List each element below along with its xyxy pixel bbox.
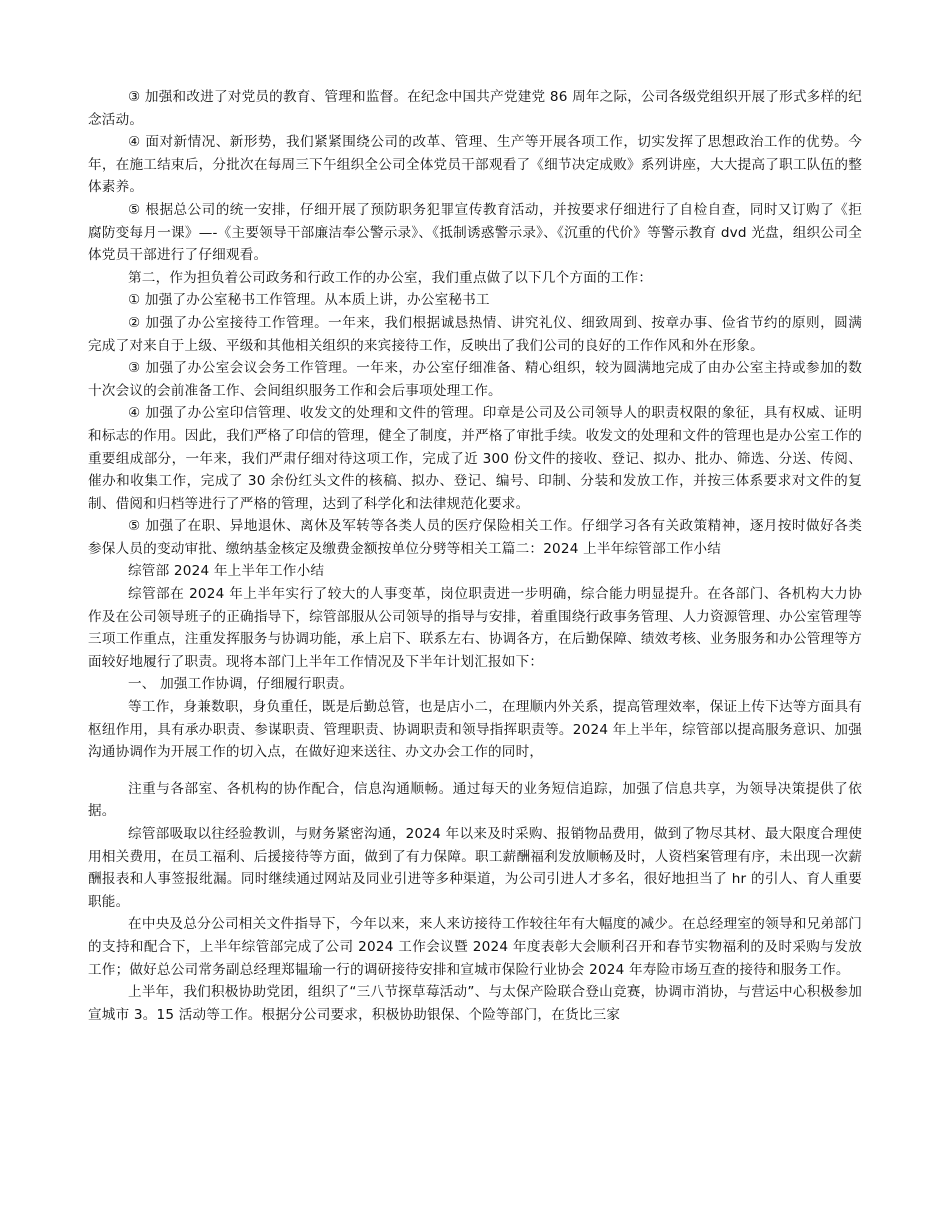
paragraph: 上半年，我们积极协助党团，组织了“三八节探草莓活动”、与太保产险联合登山竞赛，协调市消协，与营运中心积极参加宣城市 3。15 活动等工作。根据分公司要求，积极协助银保、个险等部门，在货比三家 — [88, 984, 862, 1023]
paragraph: ⑤ 根据总公司的统一安排，仔细开展了预防职务犯罪宣传教育活动，并按要求仔细进行了自检自查，同时又订购了《拒腐防变每月一课》—-《主要领导干部廉洁奉公警示录》、《抵制诱惑警示录》、《沉重的代价》等警示教育 dvd 光盘，组织公司全体党员干部进行了仔细观看。 — [88, 201, 862, 264]
paragraph: 等工作，身兼数职，身负重任，既是后勤总管，也是店小二，在理顺内外关系，提高管理效率，保证上传下达等方面具有枢纽作用，具有承办职责、参谋职责、管理职责、协调职责和领导指挥职责等。2024 年上半年，综管部以提高服务意识、加强沟通协调作为开展工作的切入点，在做好迎来送往、办文办会工作的同时， — [88, 699, 862, 761]
paragraph: 注重与各部室、各机构的协作配合，信息沟通顺畅。通过每天的业务短信追踪，加强了信息共享，为领导决策提供了依据。 — [88, 780, 862, 820]
paragraph: 在中央及总分公司相关文件指导下，今年以来，来人来访接待工作较往年有大幅度的减少。在总经理室的领导和兄弟部门的支持和配合下，上半年综管部完成了公司 2024 工作会议暨 2024 年度表彰大会顺利召开和春节实物福利的及时采购与发放工作；做好总公司常务副总经理郑韫瑜一行的调研接待安排和宣城市保险行业协会 2024 年寿险市场互查的接待和服务工作。 — [88, 916, 862, 978]
paragraph: ④ 面对新情况、新形势，我们紧紧围绕公司的改革、管理、生产等开展各项工作，切实发挥了思想政治工作的优势。今年，在施工结束后，分批次在每周三下午组织全公司全体党员干部观看了《细节决定成败》系列讲座，大大提高了职工队伍的整体素养。 — [88, 134, 862, 196]
paragraph: ③ 加强和改进了对党员的教育、管理和监督。在纪念中国共产党建党 86 周年之际，公司各级党组织开展了形式多样的纪念活动。 — [88, 89, 862, 128]
paragraph-gap — [88, 764, 862, 778]
paragraph: 综管部在 2024 年上半年实行了较大的人事变革，岗位职责进一步明确，综合能力明显提升。在各部门、各机构大力协作及在公司领导班子的正确指导下，综管部服从公司领导的指导与安排，着重围绕行政事务管理、人力资源管理、办公室管理等三项工作重点，注重发挥服务与协调功能，承上启下、联系左右、协调各方，在后勤保障、绩效考核、业务服务和办公管理等方面较好地履行了职责。现将本部门上半年工作情况及下半年计划汇报如下： — [88, 586, 862, 670]
section-title: 综管部 2024 年上半年工作小结 — [128, 563, 325, 580]
paragraph: ③ 加强了办公室会议会务工作管理。一年来，办公室仔细准备、精心组织，较为圆满地完成了由办公室主持或参加的数十次会议的会前准备工作、会间组织服务工作和会后事项处理工作。 — [88, 360, 862, 399]
paragraph: ② 加强了办公室接待工作管理。一年来，我们根据诚恳热情、讲究礼仪、细致周到、按章办事、俭省节约的原则，圆满完成了对来自于上级、平级和其他相关组织的来宾接待工作，反映出了我们公司的良好的工作作风和外在形象。 — [88, 314, 862, 354]
section-heading: 一、 加强工作协调，仔细履行职责。 — [128, 676, 354, 693]
document-page — [88, 86, 862, 1026]
paragraph: ④ 加强了办公室印信管理、收发文的处理和文件的管理。印章是公司及公司领导人的职责权限的象征，具有权威、证明和标志的作用。因此，我们严格了印信的管理，健全了制度，并严格了审批手续。收发文的处理和文件的管理也是办公室工作的重要组成部分，一年来，我们严肃仔细对待这项工作，完成了近 300 份文件的接收、登记、拟办、批办、筛选、分送、传阅、催办和收集工作，完成了 30 余份红头文件的核稿、拟办、登记、编号、印制、分装和发放工作，并按三体系要求对文件的复制、借阅和归档等进行了严格的管理，达到了科学化和法律规范化要求。 — [88, 405, 862, 512]
paragraph: 第二，作为担负着公司政务和行政工作的办公室，我们重点做了以下几个方面的工作： — [128, 269, 653, 286]
paragraph: 综管部吸取以往经验教训，与财务紧密沟通，2024 年以来及时采购、报销物品费用，做到了物尽其材、最大限度合理使用相关费用，在员工福利、后援接待等方面，做到了有力保障。职工薪酬福利发放顺畅及时，人资档案管理有序，未出现一次薪酬报表和人事签报纰漏。同时继续通过网站及同业引进等多种渠道，为公司引进人才多名，很好地担当了 hr 的引人、育人重要职能。 — [88, 826, 862, 910]
paragraph: ⑤ 加强了在职、异地退休、离休及军转等各类人员的医疗保险相关工作。仔细学习各有关政策精神，逐月按时做好各类参保人员的变动审批、缴纳基金核定及缴费金额按单位分劈等相关工篇二：2024 上半年综管部工作小结 — [88, 518, 862, 557]
paragraph: ① 加强了办公室秘书工作管理。从本质上讲，办公室秘书工 — [128, 292, 490, 309]
